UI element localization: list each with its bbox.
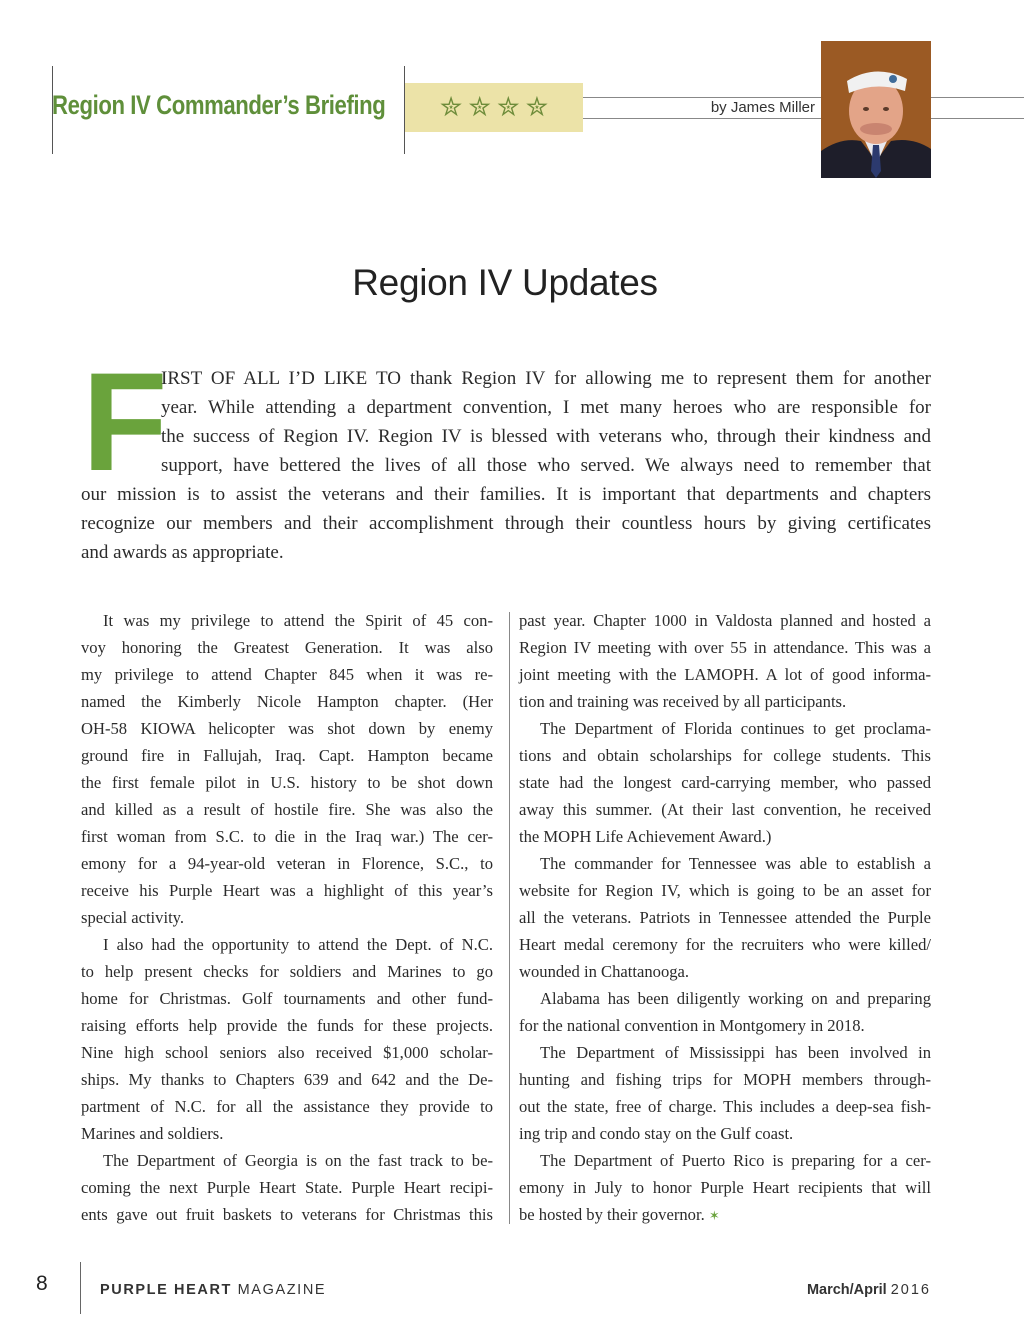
left-column-line: The Department of Georgia is on the fast track to be- [103, 1151, 493, 1170]
right-column-line: for the national convention in Montgomery in 2018. [519, 1016, 865, 1035]
left-column-line: first woman from S.C. to die in the Iraq war.) The cer- [81, 827, 493, 846]
right-column-line: The Department of Florida continues to get proclama- [540, 719, 931, 738]
right-column-line: tions and obtain scholarships for college students. This [519, 746, 931, 765]
left-column-line: receive his Purple Heart was a highlight of this year’s [81, 881, 493, 900]
left-column-line: and killed as a result of hostile fire. She was also the [81, 800, 493, 819]
author-photo [821, 41, 931, 178]
left-column-line: to help present checks for soldiers and Marines to go [81, 962, 493, 981]
footer-divider [80, 1262, 81, 1314]
right-column-line: Heart medal ceremony for the recruiters who were killed/ [519, 935, 931, 954]
magazine-name-bold: PURPLE HEART [100, 1282, 232, 1298]
right-column-line: wounded in Chattanooga. [519, 962, 690, 981]
right-column-line: state had the longest card-carrying member, who passed [519, 773, 931, 792]
star-icon: ✮ [468, 92, 491, 123]
column-divider [509, 612, 510, 1224]
left-column-line: ground fire in Fallujah, Iraq. Capt. Hampton became [81, 746, 493, 765]
right-column-line: all the veterans. Patriots in Tennessee attended the Purple [519, 908, 931, 927]
left-column-line: my privilege to attend Chapter 845 when it was re- [81, 665, 493, 684]
intro-line: support, have bettered the lives of all those who served. We always need to remember that [161, 455, 931, 476]
left-column-line: raising efforts help provide the funds for these projects. [81, 1016, 493, 1035]
left-column-line: Marines and soldiers. [81, 1124, 224, 1143]
issue-months: March/April [806, 1282, 887, 1298]
left-column-line: OH-58 KIOWA helicopter was shot down by enemy [81, 719, 493, 738]
header-rule-right-bottom [931, 118, 1024, 119]
left-column-line: Nine high school seniors also received $1,000 scholar- [81, 1043, 493, 1062]
header-rule-top [583, 97, 821, 98]
right-column-line: Region IV meeting with over 55 in attendance. This was a [519, 638, 931, 657]
star-icon: ✮ [439, 92, 463, 123]
left-column-line: home for Christmas. Golf tournaments and other fund- [81, 989, 493, 1008]
drop-cap: F [82, 343, 168, 500]
left-column-line: voy honoring the Greatest Generation. It was also [81, 638, 493, 657]
right-column-line: hunting and fishing trips for MOPH members through- [519, 1070, 931, 1089]
right-column-line: the MOPH Life Achievement Award.) [519, 827, 772, 846]
end-mark-icon: ✶ [708, 1209, 720, 1224]
right-column-line: emony in July to honor Purple Heart recipients that will [519, 1178, 931, 1197]
right-column-line: The Department of Mississippi has been involved in [540, 1043, 931, 1062]
left-column-line: named the Kimberly Nicole Hampton chapter. (Her [81, 692, 493, 711]
intro-line: the success of Region IV. Region IV is blessed with veterans who, through their kindness and [161, 426, 931, 447]
page-number: 8 [36, 1272, 48, 1295]
right-column-line: The Department of Puerto Rico is preparing for a cer- [540, 1151, 931, 1170]
header-rule-bottom [583, 118, 821, 119]
header-rule-right-top [931, 97, 1024, 98]
right-column-line: out the state, free of charge. This includes a deep-sea fish- [519, 1097, 931, 1116]
right-column-line: website for Region IV, which is going to be an asset for [519, 881, 931, 900]
intro-line: recognize our members and their accomplishment through their countless hours by giving certificates [81, 513, 931, 534]
stars-banner [405, 83, 583, 132]
right-column-line: ing trip and condo stay on the Gulf coast. [519, 1124, 794, 1143]
right-column-line [519, 1201, 931, 1230]
left-column-line: special activity. [81, 908, 185, 927]
intro-line: our mission is to assist the veterans and their families. It is important that departments and chapters [81, 484, 931, 505]
star-icon: ✮ [497, 92, 520, 123]
left-column-line: I also had the opportunity to attend the Dept. of N.C. [103, 935, 493, 954]
star-icon: ✮ [525, 92, 549, 123]
right-column-line: tion and training was received by all participants. [519, 692, 847, 711]
section-title: Region IV Commander’s Briefing [52, 90, 386, 120]
left-column-line: partment of N.C. for all the assistance they provide to [81, 1097, 493, 1116]
left-column-line: It was my privilege to attend the Spirit of 45 con- [103, 611, 493, 630]
magazine-name-rest: MAGAZINE [232, 1282, 327, 1298]
left-column-line: ents gave out fruit baskets to veterans for Christmas this [81, 1205, 493, 1224]
left-column-line: ships. My thanks to Chapters 639 and 642 and the De- [81, 1070, 493, 1089]
intro-line: year. While attending a department convention, I met many heroes who are responsible for [161, 397, 931, 418]
issue-date [807, 1282, 931, 1298]
left-column-line: the first female pilot in U.S. history to be shot down [81, 773, 493, 792]
intro-line: and awards as appropriate. [81, 542, 284, 563]
intro-line: IRST OF ALL I’D LIKE TO thank Region IV for allowing me to represent them for another [161, 368, 931, 389]
left-column-line: emony for a 94-year-old veteran in Florence, S.C., to [81, 854, 493, 873]
right-column-line: joint meeting with the LAMOPH. A lot of good informa- [519, 665, 931, 684]
left-column-line: coming the next Purple Heart State. Purple Heart recipi- [81, 1178, 493, 1197]
article-headline: Region IV Updates [352, 262, 658, 303]
right-column-line: Alabama has been diligently working on and preparing [540, 989, 931, 1008]
magazine-name [100, 1282, 326, 1298]
right-column-line: past year. Chapter 1000 in Valdosta planned and hosted a [519, 611, 931, 630]
right-column-line: away this summer. (At their last convention, he received [519, 800, 931, 819]
right-column-line: The commander for Tennessee was able to establish a [540, 854, 931, 873]
issue-year: 2016 [890, 1282, 931, 1298]
right-column-last-text: be hosted by their governor. [519, 1205, 705, 1224]
byline: by James Miller [710, 99, 815, 116]
